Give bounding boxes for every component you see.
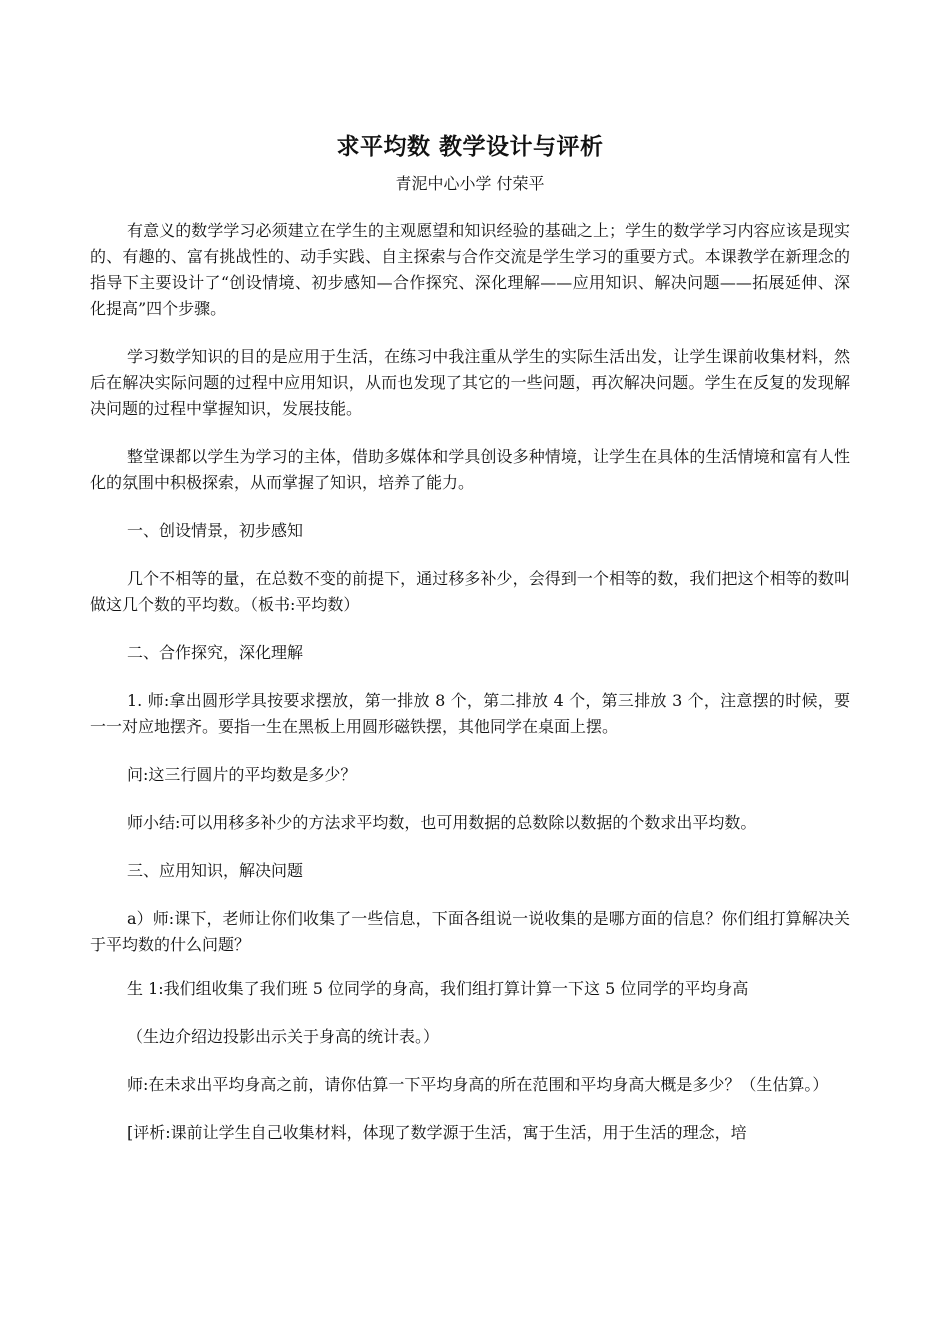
paragraph-student-1: 生 1:我们组收集了我们班 5 位同学的身高，我们组打算计算一下这 5 位同学的平均身高 <box>127 979 749 998</box>
document-body <box>90 130 850 1146</box>
paragraph-intro-2: 学习数学知识的目的是应用于生活，在练习中我注重从学生的实际生活出发，让学生课前收集材料，然后在解决实际问题的过程中应用知识，从而也发现了其它的一些问题，再次解决问题。学生在反复的发现解决问题的过程中掌握知识，发展技能。 <box>90 347 850 418</box>
paragraph-teacher-summary: 师小结:可以用移多补少的方法求平均数，也可用数据的总数除以数据的个数求出平均数。 <box>127 813 757 832</box>
paragraph-activity-a: a）师:课下，老师让你们收集了一些信息，下面各组说一说收集的是哪方面的信息？你们组打算解决关于平均数的什么问题？ <box>90 909 850 954</box>
paragraph-commentary: [评析:课前让学生自己收集材料，体现了数学源于生活，寓于生活，用于生活的理念，培 <box>127 1123 747 1142</box>
paragraph-activity-1: 1. 师:拿出圆形学具按要求摆放，第一排放 8 个，第二排放 4 个，第三排放 3 个，注意摆的时候，要一一对应地摆齐。要指一生在黑板上用圆形磁铁摆，其他同学在桌面上摆。 <box>90 691 850 736</box>
document-author: 青泥中心小学 付荣平 <box>395 174 545 193</box>
paragraph-projection-note: （生边介绍边投影出示关于身高的统计表。） <box>127 1027 440 1046</box>
paragraph-intro-3: 整堂课都以学生为学习的主体，借助多媒体和学具创设多种情境，让学生在具体的生活情境和富有人性化的氛围中积极探索，从而掌握了知识，培养了能力。 <box>90 447 850 492</box>
paragraph-question: 问:这三行圆片的平均数是多少？ <box>127 765 357 784</box>
paragraph-definition: 几个不相等的量，在总数不变的前提下，通过移多补少，会得到一个相等的数，我们把这个相等的数叫做这几个数的平均数。（板书:平均数） <box>90 569 850 614</box>
paragraph-intro-1: 有意义的数学学习必须建立在学生的主观愿望和知识经验的基础之上；学生的数学学习内容应该是现实的、有趣的、富有挑战性的、动手实践、自主探索与合作交流是学生学习的重要方式。本课教学在新理念的指导下主要设计了“创设情境、初步感知—合作探究、深化理解——应用知识、解决问题——拓展延伸、深化提高”四个步骤。 <box>90 221 850 318</box>
section-heading-2: 二、合作探究，深化理解 <box>127 643 304 662</box>
document-title: 求平均数 教学设计与评析 <box>336 133 604 160</box>
section-heading-3: 三、应用知识，解决问题 <box>127 861 304 880</box>
paragraph-estimate-question: 师:在未求出平均身高之前，请你估算一下平均身高的所在范围和平均身高大概是多少？（生估算。） <box>127 1075 829 1094</box>
section-heading-1: 一、创设情景，初步感知 <box>127 521 304 540</box>
